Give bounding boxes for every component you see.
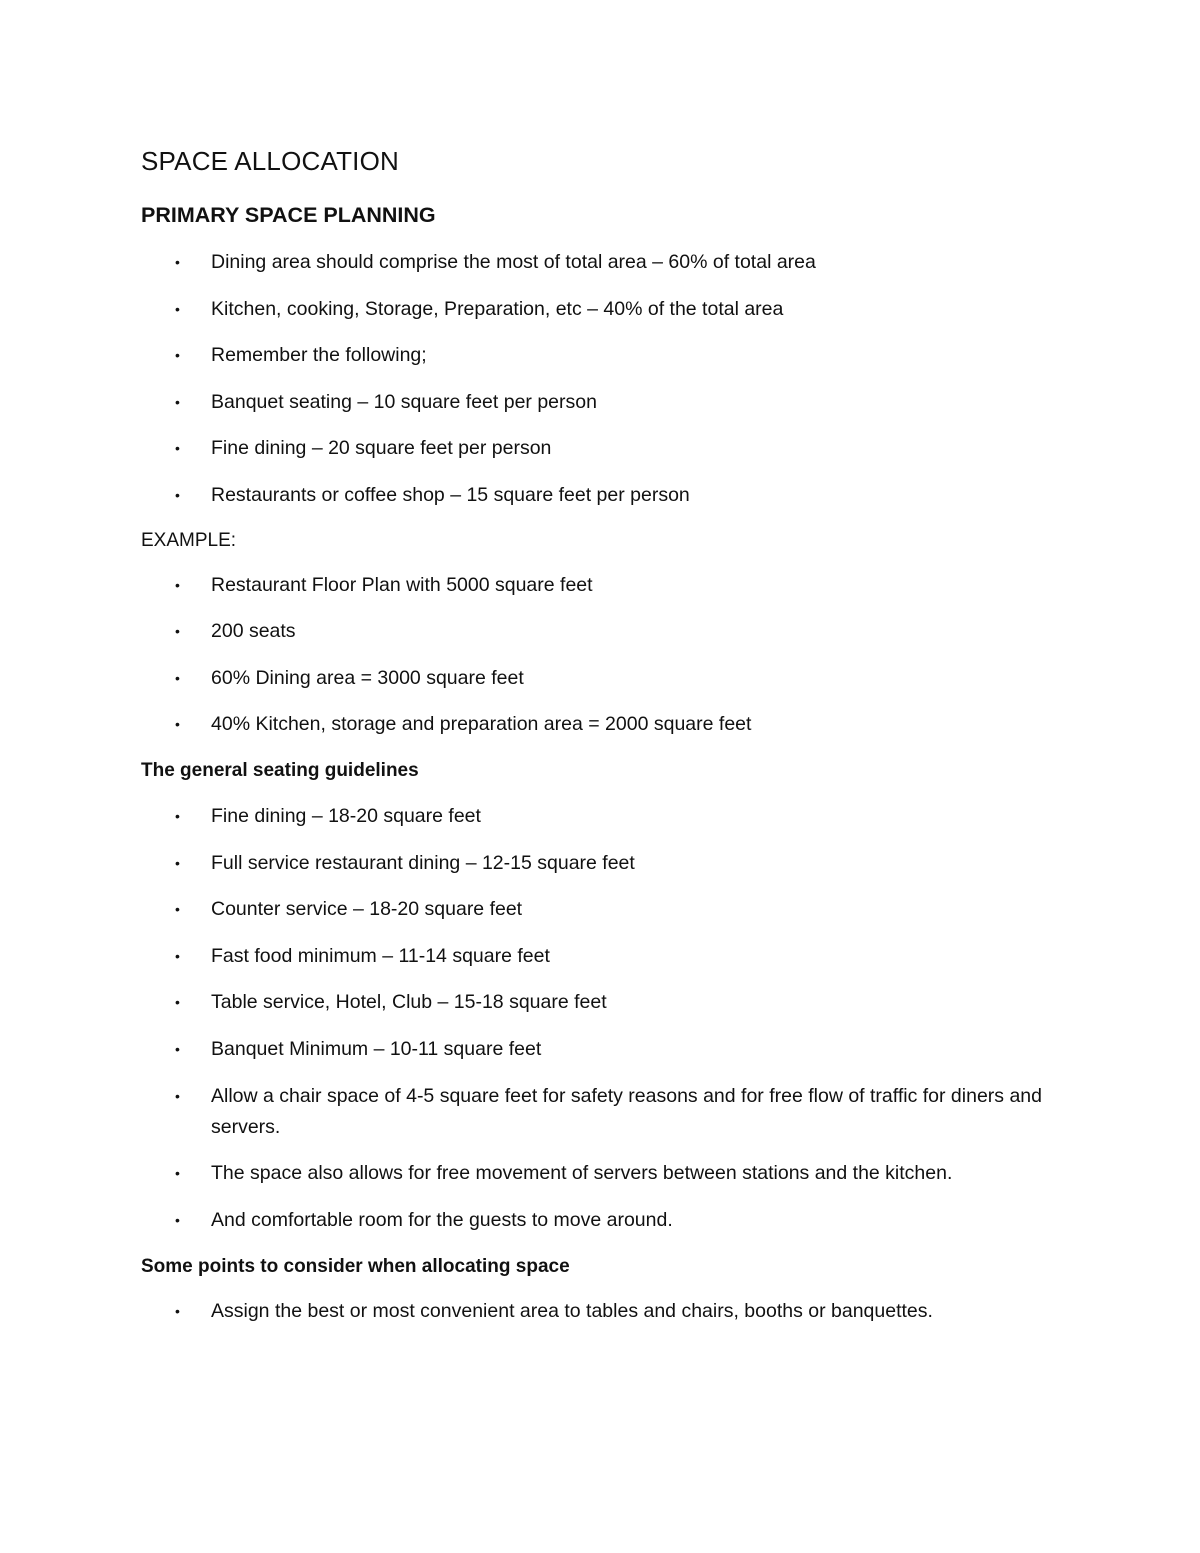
list-item: • Banquet Minimum – 10-11 square feet <box>141 1034 1061 1065</box>
document-title: SPACE ALLOCATION <box>141 146 399 176</box>
list-item: • Table service, Hotel, Club – 15-18 square feet <box>141 987 1061 1018</box>
bullet-icon: • <box>175 807 180 824</box>
list-item: • Dining area should comprise the most of total area – 60% of total area <box>141 247 1061 278</box>
list-item: • Fine dining – 18-20 square feet <box>141 801 1061 832</box>
example-list <box>141 570 1061 741</box>
list-item: • 40% Kitchen, storage and preparation area = 2000 square feet <box>141 709 1061 740</box>
bullet-icon: • <box>175 1087 180 1104</box>
list-item: • 200 seats <box>141 616 1061 647</box>
allocation-points-list <box>141 1296 1061 1327</box>
bullet-icon: • <box>175 300 180 317</box>
list-item: • Full service restaurant dining – 12-15 square feet <box>141 848 1061 879</box>
document-page <box>141 144 1061 1327</box>
bullet-icon: • <box>175 393 180 410</box>
list-item: • Banquet seating – 10 square feet per person <box>141 387 1061 418</box>
list-item: • And comfortable room for the guests to move around. <box>141 1205 1061 1236</box>
allocation-points-heading: Some points to consider when allocating space <box>141 1255 570 1277</box>
bullet-icon: • <box>175 576 180 593</box>
list-item: • Counter service – 18-20 square feet <box>141 894 1061 925</box>
bullet-icon: • <box>175 1211 180 1228</box>
example-label: EXAMPLE: <box>141 529 237 551</box>
bullet-icon: • <box>175 623 180 640</box>
bullet-icon: • <box>175 440 180 457</box>
list-item: • Restaurant Floor Plan with 5000 square feet <box>141 570 1061 601</box>
list-item: • Fine dining – 20 square feet per person <box>141 433 1061 464</box>
seating-guidelines-list <box>141 801 1061 1236</box>
bullet-icon: • <box>175 947 180 964</box>
bullet-icon: • <box>175 1303 180 1320</box>
bullet-icon: • <box>175 1040 180 1057</box>
primary-space-planning-heading: PRIMARY SPACE PLANNING <box>141 203 436 227</box>
bullet-icon: • <box>175 486 180 503</box>
seating-guidelines-heading: The general seating guidelines <box>141 760 419 782</box>
list-item: • Fast food minimum – 11-14 square feet <box>141 941 1061 972</box>
bullet-icon: • <box>175 254 180 270</box>
bullet-icon: • <box>175 1165 180 1182</box>
bullet-icon: • <box>175 901 180 918</box>
list-item: • 60% Dining area = 3000 square feet <box>141 663 1061 694</box>
list-item: • The space also allows for free movement of servers between stations and the kitchen. <box>141 1158 1061 1189</box>
bullet-icon: • <box>175 854 180 871</box>
primary-space-list <box>141 247 1061 511</box>
list-item: • Remember the following; <box>141 340 1061 371</box>
list-item: • Allow a chair space of 4-5 square feet for safety reasons and for free flow of traffic for diners and servers. <box>141 1081 1061 1143</box>
bullet-icon: • <box>175 347 180 364</box>
bullet-icon: • <box>175 994 180 1011</box>
bullet-icon: • <box>175 669 180 686</box>
list-item: • Kitchen, cooking, Storage, Preparation, etc – 40% of the total area <box>141 294 1061 325</box>
list-item: • Assign the best or most convenient area to tables and chairs, booths or banquettes. <box>141 1296 1061 1327</box>
bullet-icon: • <box>175 716 180 733</box>
list-item: • Restaurants or coffee shop – 15 square feet per person <box>141 480 1061 511</box>
